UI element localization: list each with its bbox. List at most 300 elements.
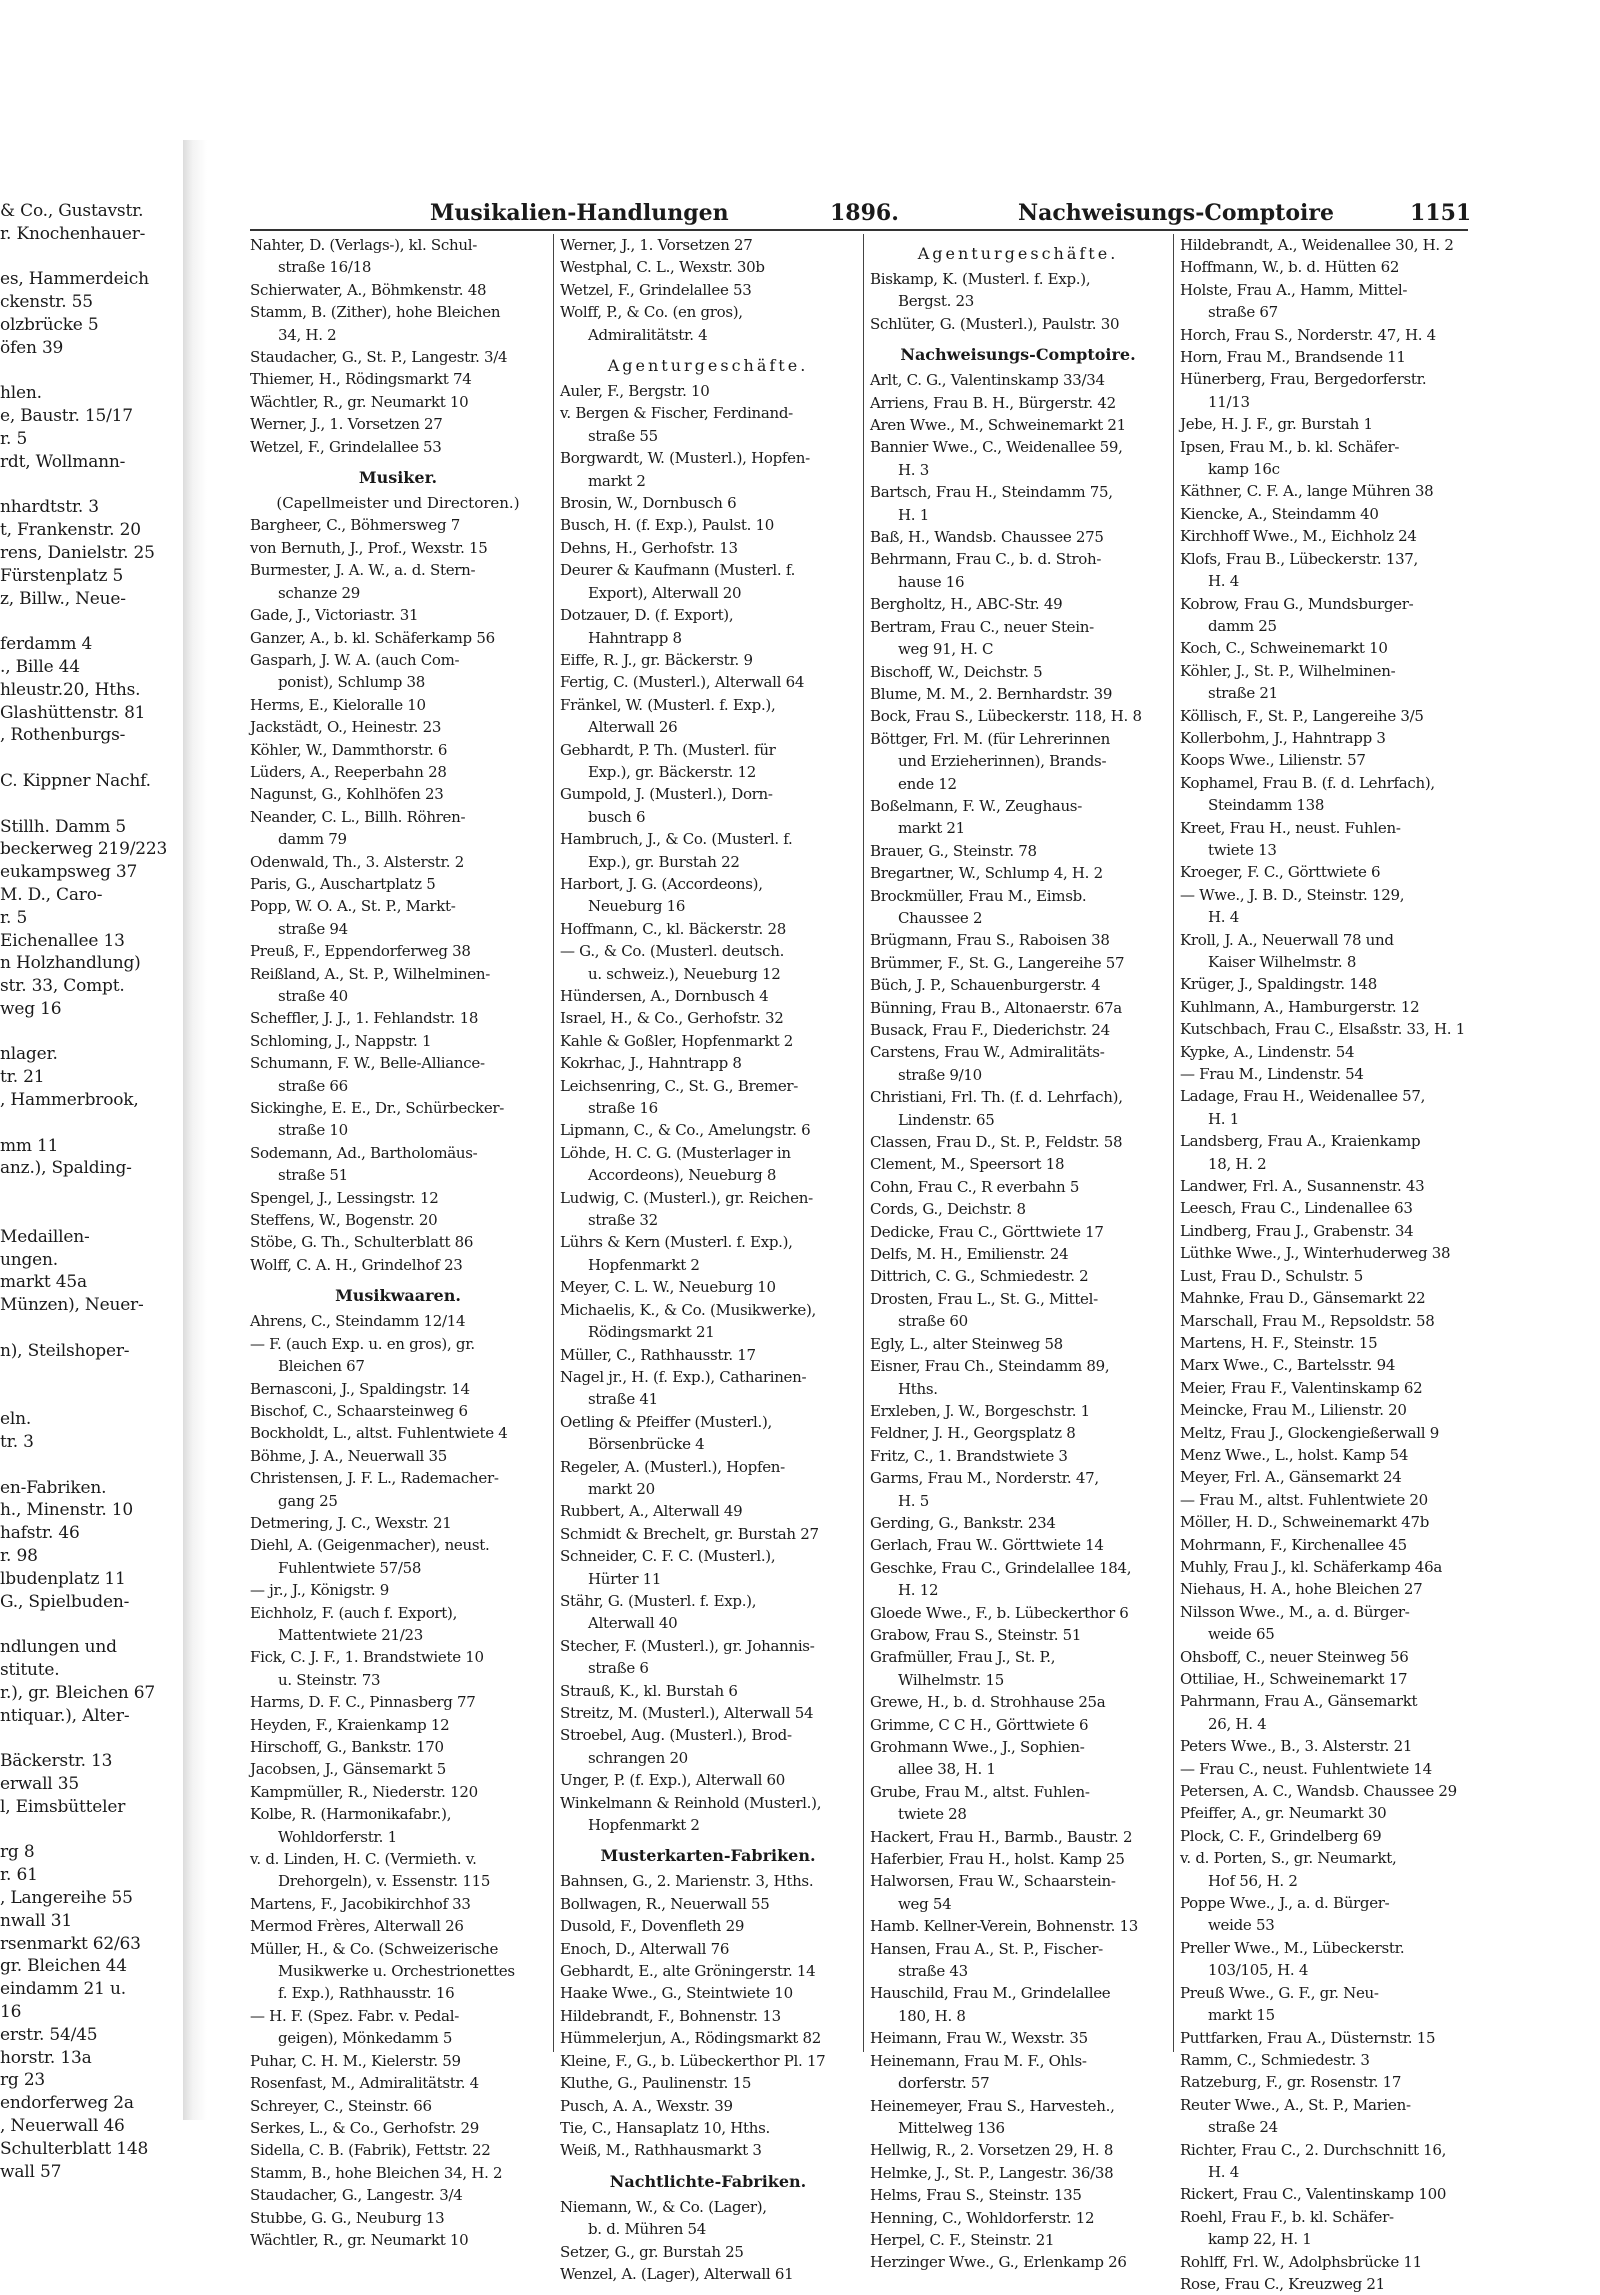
directory-entry: Mahnke, Frau D., Gänsemarkt 22: [1180, 1289, 1426, 1308]
directory-entry: Büch, J. P., Schauenburgerstr. 4: [870, 976, 1101, 995]
previous-page-line: 16: [0, 2001, 22, 2022]
directory-entry: Puttfarken, Frau A., Düsternstr. 15: [1180, 2028, 1436, 2047]
previous-page-line: tr. 21: [0, 1067, 45, 1088]
previous-page-line: ungen.: [0, 1249, 58, 1270]
previous-page-line: & Co., Gustavstr.: [0, 201, 144, 221]
directory-entry: Aren Wwe., M., Schweinemarkt 21: [870, 416, 1126, 435]
directory-entry: Bock, Frau S., Lübeckerstr. 118, H. 8: [870, 707, 1142, 726]
previous-page-line: rg 8: [0, 1842, 35, 1863]
directory-entry: Kuhlmann, A., Hamburgerstr. 12: [1180, 997, 1420, 1016]
entry-continuation: Alterwall 26: [588, 718, 678, 737]
directory-entry: Sickinghe, E. E., Dr., Schürbecker-: [250, 1099, 505, 1118]
directory-entry: Stähr, G. (Musterl. f. Exp.),: [560, 1591, 757, 1610]
directory-entry: Fritz, C., 1. Brandstwiete 3: [870, 1446, 1068, 1465]
previous-page-line: [0, 793, 180, 816]
entry-continuation: Exp.), gr. Burstah 22: [588, 852, 740, 871]
directory-entry: Stecher, F. (Musterl.), gr. Johannis-: [560, 1636, 815, 1655]
directory-entry: Hamb. Kellner-Verein, Bohnenstr. 13: [870, 1917, 1139, 1936]
directory-entry: Martens, F., Jacobikirchhof 33: [250, 1894, 471, 1913]
directory-entry: Kollerbohm, J., Hahntrapp 3: [1180, 728, 1386, 747]
header-rule: [250, 229, 1468, 231]
entry-continuation: straße 40: [278, 987, 348, 1005]
directory-entry: Gebhardt, E., alte Gröningerstr. 14: [560, 1962, 816, 1981]
directory-entry: Christiani, Frl. Th. (f. d. Lehrfach),: [870, 1088, 1123, 1107]
directory-entry: Bartsch, Frau H., Steindamm 75,: [870, 483, 1113, 502]
entry-continuation: Wohldorferstr. 1: [278, 1827, 397, 1846]
previous-page-line: es, Hammerdeich: [0, 269, 149, 290]
directory-entry: Schreyer, C., Steinstr. 66: [250, 2096, 432, 2115]
directory-entry: Hirschoff, G., Bankstr. 170: [250, 1738, 444, 1756]
directory-entry: Grewe, H., b. d. Strohhause 25a: [870, 1693, 1106, 1712]
directory-entry: Bertram, Frau C., neuer Stein-: [870, 617, 1094, 636]
directory-entry: Hünerberg, Frau, Bergedorferstr.: [1180, 370, 1427, 389]
entry-continuation: twiete 13: [1208, 840, 1277, 859]
directory-entry: Serkes, L., & Co., Gerhofstr. 29: [250, 2118, 480, 2137]
entry-continuation: weide 53: [1208, 1916, 1275, 1935]
directory-entry: Bockholdt, L., altst. Fuhlentwiete 4: [250, 1424, 508, 1443]
previous-page-line: , Langereihe 55: [0, 1887, 133, 1908]
directory-entry: — Wwe., J. B. D., Steinstr. 129,: [1180, 885, 1405, 904]
previous-page-line: e, Baustr. 15/17: [0, 406, 133, 427]
entry-continuation: hause 16: [898, 572, 965, 591]
previous-page-line: nlager.: [0, 1044, 58, 1065]
directory-entry: Niehaus, H. A., hohe Bleichen 27: [1180, 1580, 1423, 1599]
previous-page-line: [0, 1112, 180, 1135]
entry-continuation: b. d. Mühren 54: [588, 2220, 707, 2239]
entry-continuation: 34, H. 2: [278, 325, 337, 344]
directory-entry: Schlüter, G. (Musterl.), Paulstr. 30: [870, 314, 1120, 333]
directory-entry: Setzer, G., gr. Burstah 25: [560, 2242, 744, 2261]
directory-entry: Streitz, M. (Musterl.), Alterwall 54: [560, 1704, 814, 1722]
previous-page-line: n), Steilshoper-: [0, 1340, 130, 1361]
directory-entry: Böhme, J. A., Neuerwall 35: [250, 1446, 448, 1465]
directory-entry: Köllisch, F., St. P., Langereihe 3/5: [1180, 706, 1424, 725]
directory-entry: Hambruch, J., & Co. (Musterl. f.: [560, 830, 793, 849]
directory-entry: Behrmann, Frau C., b. d. Stroh-: [870, 550, 1102, 569]
directory-entry: Lust, Frau D., Schulstr. 5: [1180, 1266, 1363, 1285]
previous-page-line: [0, 1203, 180, 1226]
directory-entry: Spengel, J., Lessingstr. 12: [250, 1188, 439, 1207]
entry-continuation: 180, H. 8: [898, 2006, 966, 2025]
previous-page-line: Medaillen-: [0, 1226, 90, 1247]
entry-continuation: H. 4: [1208, 908, 1239, 927]
directory-entry: Löhde, H. C. G. (Musterlager in: [560, 1143, 791, 1162]
directory-entry: Brockmüller, Frau M., Eimsb.: [870, 886, 1087, 905]
directory-entry: Werner, J., 1. Vorsetzen 27: [560, 236, 753, 254]
previous-page-line: hlen.: [0, 383, 42, 404]
entry-continuation: markt 21: [898, 819, 965, 838]
directory-entry: Schloming, J., Nappstr. 1: [250, 1031, 432, 1050]
entry-continuation: H. 4: [1208, 572, 1239, 591]
directory-entry: Geschke, Frau C., Grindelallee 184,: [870, 1558, 1132, 1577]
previous-page-line: eln.: [0, 1409, 32, 1430]
previous-page-line: [0, 360, 180, 383]
book-spine-shadow: [183, 140, 207, 2120]
entry-continuation: straße 16: [588, 1099, 658, 1118]
directory-entry: Erxleben, J. W., Borgeschstr. 1: [870, 1401, 1090, 1420]
directory-entry: Cords, G., Deichstr. 8: [870, 1200, 1026, 1219]
directory-entry: Nagunst, G., Kohlhöfen 23: [250, 785, 444, 804]
directory-entry: Wetzel, F., Grindelallee 53: [250, 437, 442, 456]
entry-continuation: gang 25: [278, 1491, 338, 1510]
directory-entry: — Frau M., altst. Fuhlentwiete 20: [1180, 1490, 1428, 1509]
directory-entry: Delfs, M. H., Emilienstr. 24: [870, 1245, 1069, 1264]
directory-entry: Meincke, Frau M., Lilienstr. 20: [1180, 1401, 1407, 1420]
directory-entry: Dehns, H., Gerhofstr. 13: [560, 538, 738, 557]
directory-entry: Auler, F., Bergstr. 10: [560, 382, 710, 401]
entry-continuation: Export), Alterwall 20: [588, 583, 742, 602]
directory-entry: Böttger, Frl. M. (für Lehrerinnen: [870, 729, 1110, 748]
directory-entry: Henning, C., Wohldorferstr. 12: [870, 2208, 1095, 2227]
previous-page-line: [0, 1613, 180, 1636]
directory-entry: Steffens, W., Bogenstr. 20: [250, 1211, 438, 1230]
entry-continuation: twiete 28: [898, 1805, 967, 1824]
entry-continuation: Bleichen 67: [278, 1357, 365, 1376]
directory-entry: Meyer, C. L. W., Neueburg 10: [560, 1278, 776, 1297]
directory-entry: Gloede Wwe., F., b. Lübeckerthor 6: [870, 1603, 1129, 1622]
directory-entry: Enoch, D., Alterwall 76: [560, 1939, 730, 1958]
directory-entry: Möller, H. D., Schweinemarkt 47b: [1180, 1513, 1430, 1532]
directory-entry: v. Bergen & Fischer, Ferdinand-: [560, 404, 793, 423]
entry-continuation: straße 41: [588, 1390, 658, 1409]
entry-continuation: kamp 16c: [1208, 460, 1280, 479]
directory-entry: Kophamel, Frau B. (f. d. Lehrfach),: [1180, 773, 1435, 792]
directory-entry: Gebhardt, P. Th. (Musterl. für: [560, 740, 776, 759]
directory-entry: Gerlach, Frau W.. Görttwiete 14: [870, 1536, 1104, 1555]
previous-page-line: [0, 474, 180, 497]
directory-entry: Wolff, C. A. H., Grindelhof 23: [250, 1255, 463, 1274]
directory-entry: Gerding, G., Bankstr. 234: [870, 1513, 1056, 1532]
previous-page-line: mm 11: [0, 1135, 59, 1156]
directory-entry: Rosenfast, M., Admiralitätstr. 4: [250, 2074, 479, 2093]
directory-entry: Hellwig, R., 2. Vorsetzen 29, H. 8: [870, 2141, 1114, 2160]
previous-page-line: [0, 1385, 180, 1408]
directory-entry: Stubbe, G. G., Neuburg 13: [250, 2208, 445, 2227]
directory-entry: Martens, H. F., Steinstr. 15: [1180, 1333, 1378, 1352]
directory-entry: Grabow, Frau S., Steinstr. 51: [870, 1625, 1082, 1644]
directory-entry: Brügmann, Frau S., Raboisen 38: [870, 931, 1110, 950]
directory-entry: Grohmann Wwe., J., Sophien-: [870, 1738, 1085, 1756]
directory-entry: Fick, C. J. F., 1. Brandstwiete 10: [250, 1648, 484, 1667]
entry-continuation: weg 54: [898, 1894, 952, 1913]
previous-page-line: h., Minenstr. 10: [0, 1500, 134, 1521]
section-heading: Nachtlichte-Fabriken.: [609, 2171, 807, 2191]
directory-entry: Ganzer, A., b. kl. Schäferkamp 56: [250, 628, 495, 647]
directory-entry: Ratzeburg, F., gr. Rosenstr. 17: [1180, 2073, 1402, 2092]
entry-continuation: Fuhlentwiete 57/58: [278, 1558, 422, 1577]
previous-page-line: Münzen), Neuer-: [0, 1295, 144, 1316]
directory-entry: Schumann, F. W., Belle-Alliance-: [250, 1054, 485, 1073]
section-heading: Musterkarten-Fabriken.: [600, 1846, 816, 1866]
entry-continuation: Kaiser Wilhelmstr. 8: [1208, 953, 1357, 971]
previous-page-line: M. D., Caro-: [0, 884, 103, 905]
directory-entry: — H. F. (Spez. Fabr. v. Pedal-: [250, 2006, 459, 2025]
directory-entry: Haferbier, Frau H., holst. Kamp 25: [870, 1850, 1125, 1869]
previous-page-line: hafstr. 46: [0, 1523, 80, 1544]
directory-entry: v. d. Porten, S., gr. Neumarkt,: [1180, 1849, 1397, 1868]
entry-continuation: ponist), Schlump 38: [278, 673, 425, 692]
directory-entry: Meyer, Frl. A., Gänsemarkt 24: [1180, 1468, 1402, 1487]
directory-entry: Lipmann, C., & Co., Amelungstr. 6: [560, 1121, 811, 1140]
directory-entry: Blume, M. M., 2. Bernhardstr. 39: [870, 684, 1113, 703]
directory-entry: Kobrow, Frau G., Mundsburger-: [1180, 594, 1414, 613]
directory-entry: Plock, C. F., Grindelberg 69: [1180, 1826, 1382, 1845]
directory-entry: Eisner, Frau Ch., Steindamm 89,: [870, 1357, 1110, 1376]
entry-continuation: straße 43: [898, 1962, 968, 1981]
directory-entry: Puhar, C. H. M., Kielerstr. 59: [250, 2051, 461, 2070]
directory-entry: Bahnsen, G., 2. Marienstr. 3, Hths.: [560, 1872, 814, 1891]
previous-page-line: n Holzhandlung): [0, 953, 141, 974]
directory-entry: Mohrmann, F., Kirchenallee 45: [1180, 1535, 1407, 1554]
directory-entry: Ottiliae, H., Schweinemarkt 17: [1180, 1670, 1408, 1688]
entry-continuation: weg 91, H. C: [898, 640, 994, 659]
entry-continuation: weide 65: [1208, 1625, 1275, 1644]
previous-page-line: eukampsweg 37: [0, 862, 138, 883]
entry-continuation: straße 21: [1208, 684, 1278, 703]
directory-entry: Lührs & Kern (Musterl. f. Exp.),: [560, 1233, 793, 1252]
previous-page-line: r. 5: [0, 907, 28, 928]
directory-entry: Schneider, C. F. C. (Musterl.),: [560, 1547, 776, 1566]
directory-entry: Heinemeyer, Frau S., Harvesteh.,: [870, 2096, 1115, 2115]
previous-page-line: Stillh. Damm 5: [0, 816, 126, 837]
previous-page-line: [0, 1021, 180, 1044]
previous-page-line: [0, 1727, 180, 1750]
directory-entry: Heinemann, Frau M. F., Ohls-: [870, 2051, 1087, 2070]
directory-entry: Wolff, P., & Co. (en gros),: [560, 303, 743, 322]
previous-page-line: rsenmarkt 62/63: [0, 1933, 141, 1954]
entry-continuation: H. 4: [1208, 2162, 1239, 2181]
previous-page-line: [0, 1454, 180, 1477]
directory-entry: Wenzel, A. (Lager), Alterwall 61: [560, 2264, 794, 2283]
entry-continuation: Hths.: [898, 1379, 938, 1398]
entry-continuation: und Erzieherinnen), Brands-: [898, 752, 1107, 771]
entry-continuation: H. 1: [898, 505, 929, 524]
directory-entry: Herzinger Wwe., G., Erlenkamp 26: [870, 2253, 1127, 2272]
directory-entry: Hildebrandt, F., Bohnenstr. 13: [560, 2006, 781, 2025]
directory-entry: Neander, C. L., Billh. Röhren-: [250, 807, 466, 826]
entry-continuation: geigen), Mönkedamm 5: [278, 2029, 453, 2048]
directory-entry: Kokrhac, J., Hahntrapp 8: [560, 1054, 742, 1073]
directory-entry: Ipsen, Frau M., b. kl. Schäfer-: [1180, 437, 1400, 456]
previous-page-line: erstr. 54/45: [0, 2024, 98, 2045]
entry-continuation: Börsenbrücke 4: [588, 1435, 705, 1454]
previous-page-line: [0, 747, 180, 770]
previous-page-line: Glashüttenstr. 81: [0, 702, 146, 723]
directory-entry: Fränkel, W. (Musterl. f. Exp.),: [560, 695, 776, 714]
header-right-title: Nachweisungs-Comptoire: [1018, 200, 1334, 226]
directory-entry: Grimme, C C H., Görttwiete 6: [870, 1715, 1089, 1734]
directory-entry: Köhler, W., Dammthorstr. 6: [250, 740, 448, 759]
directory-entry: Mermod Frères, Alterwall 26: [250, 1917, 464, 1936]
entry-continuation: allee 38, H. 1: [898, 1760, 996, 1779]
entry-continuation: straße 67: [1208, 303, 1278, 322]
entry-continuation: 103/105, H. 4: [1208, 1961, 1309, 1980]
previous-page-line: [0, 246, 180, 269]
directory-entry: Paris, G., Auschartplatz 5: [250, 874, 436, 893]
directory-entry: Brosin, W., Dornbusch 6: [560, 494, 737, 513]
directory-entry: Pusch, A. A., Wexstr. 39: [560, 2096, 733, 2115]
entry-continuation: markt 2: [588, 471, 646, 490]
directory-entry: Rose, Frau C., Kreuzweg 21: [1180, 2274, 1385, 2293]
directory-entry: — Frau C., neust. Fuhlentwiete 14: [1180, 1759, 1432, 1778]
column-4: [1180, 234, 1476, 2293]
entry-continuation: straße 10: [278, 1121, 348, 1140]
entry-continuation: markt 15: [1208, 2006, 1275, 2025]
previous-page-line: r.), gr. Bleichen 67: [0, 1682, 155, 1703]
directory-entry: Jacobsen, J., Gänsemarkt 5: [250, 1760, 447, 1779]
directory-entry: — Frau M., Lindenstr. 54: [1180, 1065, 1364, 1084]
directory-entry: Harms, D. F. C., Pinnasberg 77: [250, 1693, 476, 1712]
directory-entry: Oetling & Pfeiffer (Musterl.),: [560, 1412, 773, 1431]
entry-continuation: straße 55: [588, 426, 658, 445]
entry-continuation: schrangen 20: [588, 1748, 688, 1767]
directory-entry: Wächtler, R., gr. Neumarkt 10: [250, 392, 469, 411]
directory-entry: Stamm, B., hohe Bleichen 34, H. 2: [250, 2163, 503, 2182]
directory-entry: Dittrich, C. G., Schmiedestr. 2: [870, 1267, 1089, 1286]
directory-entry: Lindberg, Frau J., Grabenstr. 34: [1180, 1221, 1414, 1240]
directory-entry: Petersen, A. C., Wandsb. Chaussee 29: [1180, 1782, 1457, 1801]
directory-entry: Harbort, J. G. (Accordeons),: [560, 874, 763, 893]
directory-entry: Dedicke, Frau C., Görttwiete 17: [870, 1222, 1104, 1241]
directory-entry: Kolbe, R. (Harmonikafabr.),: [250, 1805, 452, 1824]
entry-continuation: Steindamm 138: [1208, 796, 1325, 815]
directory-entry: Rubbert, A., Alterwall 49: [560, 1502, 743, 1521]
directory-entry: Kirchhoff Wwe., M., Eichholz 24: [1180, 527, 1417, 546]
previous-page-line: str. 33, Compt.: [0, 976, 125, 997]
previous-page-line: , Rothenburgs-: [0, 725, 126, 746]
column-1: [250, 234, 546, 2249]
entry-continuation: Mittelweg 136: [898, 2118, 1005, 2137]
directory-entry: Tie, C., Hansaplatz 10, Hths.: [560, 2118, 770, 2137]
previous-page-line: [0, 610, 180, 633]
directory-entry: Fertig, C. (Musterl.), Alterwall 64: [560, 673, 805, 692]
directory-entry: Eiffe, R. J., gr. Bäckerstr. 9: [560, 650, 753, 669]
entry-continuation: kamp 22, H. 1: [1208, 2230, 1312, 2249]
directory-entry: Dusold, F., Dovenfleth 29: [560, 1917, 745, 1936]
directory-entry: Lüthke Wwe., J., Winterhuderweg 38: [1180, 1244, 1451, 1263]
previous-page-line: t, Frankenstr. 20: [0, 520, 141, 541]
directory-entry: Garms, Frau M., Norderstr. 47,: [870, 1469, 1099, 1488]
directory-entry: Bollwagen, R., Neuerwall 55: [560, 1894, 770, 1913]
directory-entry: Bargheer, C., Böhmersweg 7: [250, 516, 460, 535]
directory-entry: Sodemann, Ad., Bartholomäus-: [250, 1143, 478, 1162]
directory-entry: Winkelmann & Reinhold (Musterl.),: [560, 1793, 822, 1812]
previous-page-line: ndlungen und: [0, 1637, 117, 1658]
directory-entry: Kroeger, F. C., Görttwiete 6: [1180, 863, 1381, 882]
directory-entry: Müller, C., Rathhausstr. 17: [560, 1345, 756, 1364]
previous-page-line: ferdamm 4: [0, 634, 93, 655]
entry-continuation: Alterwall 40: [588, 1614, 678, 1633]
directory-entry: Scheffler, J. J., 1. Fehlandstr. 18: [250, 1009, 479, 1028]
directory-entry: Arriens, Frau B. H., Bürgerstr. 42: [870, 393, 1116, 412]
directory-entry: Biskamp, K. (Musterl. f. Exp.),: [870, 270, 1091, 288]
entry-continuation: busch 6: [588, 807, 646, 826]
directory-entry: Halworsen, Frau W., Schaarstein-: [870, 1872, 1116, 1891]
directory-entry: Brümmer, F., St. G., Langereihe 57: [870, 953, 1125, 972]
directory-entry: Michaelis, K., & Co. (Musikwerke),: [560, 1300, 817, 1319]
entry-continuation: Accordeons), Neueburg 8: [588, 1166, 777, 1185]
previous-page-line: rens, Danielstr. 25: [0, 542, 155, 563]
directory-entry: Stamm, B. (Zither), hohe Bleichen: [250, 303, 501, 322]
entry-continuation: Musikwerke u. Orchestrionettes: [278, 1962, 515, 1981]
previous-page-line: lbudenplatz 11: [0, 1568, 126, 1589]
directory-entry: Leichsenring, C., St. G., Bremer-: [560, 1076, 799, 1095]
previous-page-line: ., Bille 44: [0, 656, 80, 677]
entry-continuation: straße 51: [278, 1166, 348, 1185]
directory-entry: Helms, Frau S., Steinstr. 135: [870, 2186, 1082, 2205]
previous-page-line: olzbrücke 5: [0, 314, 99, 335]
directory-entry: Ohsboff, C., neuer Steinweg 56: [1180, 1647, 1409, 1666]
previous-page-line: beckerweg 219/223: [0, 839, 168, 860]
entry-continuation: damm 79: [278, 830, 347, 849]
entry-continuation: straße 24: [1208, 2118, 1278, 2137]
entry-continuation: straße 60: [898, 1312, 968, 1331]
directory-entry: Rickert, Frau C., Valentinskamp 100: [1180, 2185, 1447, 2204]
header-year: 1896.: [830, 200, 899, 226]
directory-entry: Holste, Frau A., Hamm, Mittel-: [1180, 280, 1408, 299]
directory-entry: Grube, Frau M., altst. Fuhlen-: [870, 1782, 1090, 1801]
directory-entry: Haake Wwe., G., Steintwiete 10: [560, 1984, 793, 2003]
directory-entry: Menz Wwe., L., holst. Kamp 54: [1180, 1445, 1409, 1464]
directory-entry: Kroll, J. A., Neuerwall 78 und: [1180, 930, 1394, 949]
directory-entry: Herpel, C. F., Steinstr. 21: [870, 2230, 1055, 2249]
previous-page-line: G., Spielbuden-: [0, 1591, 130, 1612]
previous-page-line: C. Kippner Nachf.: [0, 770, 151, 791]
directory-entry: Poppe Wwe., J., a. d. Bürger-: [1180, 1894, 1390, 1913]
previous-page-line: tr. 3: [0, 1432, 34, 1453]
previous-page-line: öfen 39: [0, 337, 64, 358]
directory-entry: Horn, Frau M., Brandsende 11: [1180, 348, 1406, 367]
directory-entry: Egly, L., alter Steinweg 58: [870, 1334, 1063, 1353]
previous-page-line: endorferweg 2a: [0, 2093, 134, 2114]
section-heading: Musiker.: [358, 468, 438, 488]
previous-page-line: gr. Bleichen 44: [0, 1956, 127, 1977]
directory-entry: Marx Wwe., C., Bartelsstr. 94: [1180, 1356, 1396, 1375]
directory-entry: Arlt, C. G., Valentinskamp 33/34: [870, 371, 1105, 390]
directory-entry: Odenwald, Th., 3. Alsterstr. 2: [250, 852, 464, 871]
previous-page-line: nhardtstr. 3: [0, 497, 99, 518]
directory-entry: Käthner, C. F. A., lange Mühren 38: [1180, 482, 1434, 501]
directory-entry: Baß, H., Wandsb. Chaussee 275: [870, 528, 1104, 547]
directory-entry: Stöbe, G. Th., Schulterblatt 86: [250, 1233, 474, 1252]
previous-page-line: [0, 1819, 180, 1842]
header-left-title: Musikalien-Handlungen: [430, 200, 729, 226]
directory-entry: Rohlff, Frl. W., Adolphsbrücke 11: [1180, 2252, 1422, 2271]
directory-entry: Niemann, W., & Co. (Lager),: [560, 2197, 767, 2216]
directory-entry: Westphal, C. L., Wexstr. 30b: [560, 258, 765, 277]
directory-entry: Bernasconi, J., Spaldingstr. 14: [250, 1379, 470, 1398]
directory-entry: Kahle & Goßler, Hopfenmarkt 2: [560, 1031, 794, 1050]
directory-entry: Preller Wwe., M., Lübeckerstr.: [1180, 1938, 1405, 1957]
directory-entry: Bischof, C., Schaarsteinweg 6: [250, 1401, 468, 1420]
entry-continuation: straße 32: [588, 1211, 658, 1230]
previous-page-line: Bäckerstr. 13: [0, 1751, 113, 1772]
section-heading: Agenturgeschäfte.: [607, 356, 809, 376]
directory-entry: Hündersen, A., Dornbusch 4: [560, 987, 769, 1005]
previous-page-line: [0, 1180, 180, 1203]
directory-entry: Landwer, Frl. A., Susannenstr. 43: [1180, 1177, 1425, 1196]
directory-entry: — G., & Co. (Musterl. deutsch.: [560, 942, 785, 961]
directory-entry: Heyden, F., Kraienkamp 12: [250, 1715, 450, 1734]
section-heading: Agenturgeschäfte.: [917, 244, 1119, 263]
directory-entry: Diehl, A. (Geigenmacher), neust.: [250, 1536, 490, 1555]
directory-entry: Bünning, Frau B., Altonaerstr. 67a: [870, 998, 1122, 1017]
column-3: [870, 234, 1166, 2272]
directory-entry: Drosten, Frau L., St. G., Mittel-: [870, 1289, 1098, 1308]
directory-entry: Wächtler, R., gr. Neumarkt 10: [250, 2230, 469, 2249]
directory-entry: Pfeiffer, A., gr. Neumarkt 30: [1180, 1804, 1387, 1823]
directory-entry: Muhly, Frau J., kl. Schäferkamp 46a: [1180, 1557, 1443, 1576]
